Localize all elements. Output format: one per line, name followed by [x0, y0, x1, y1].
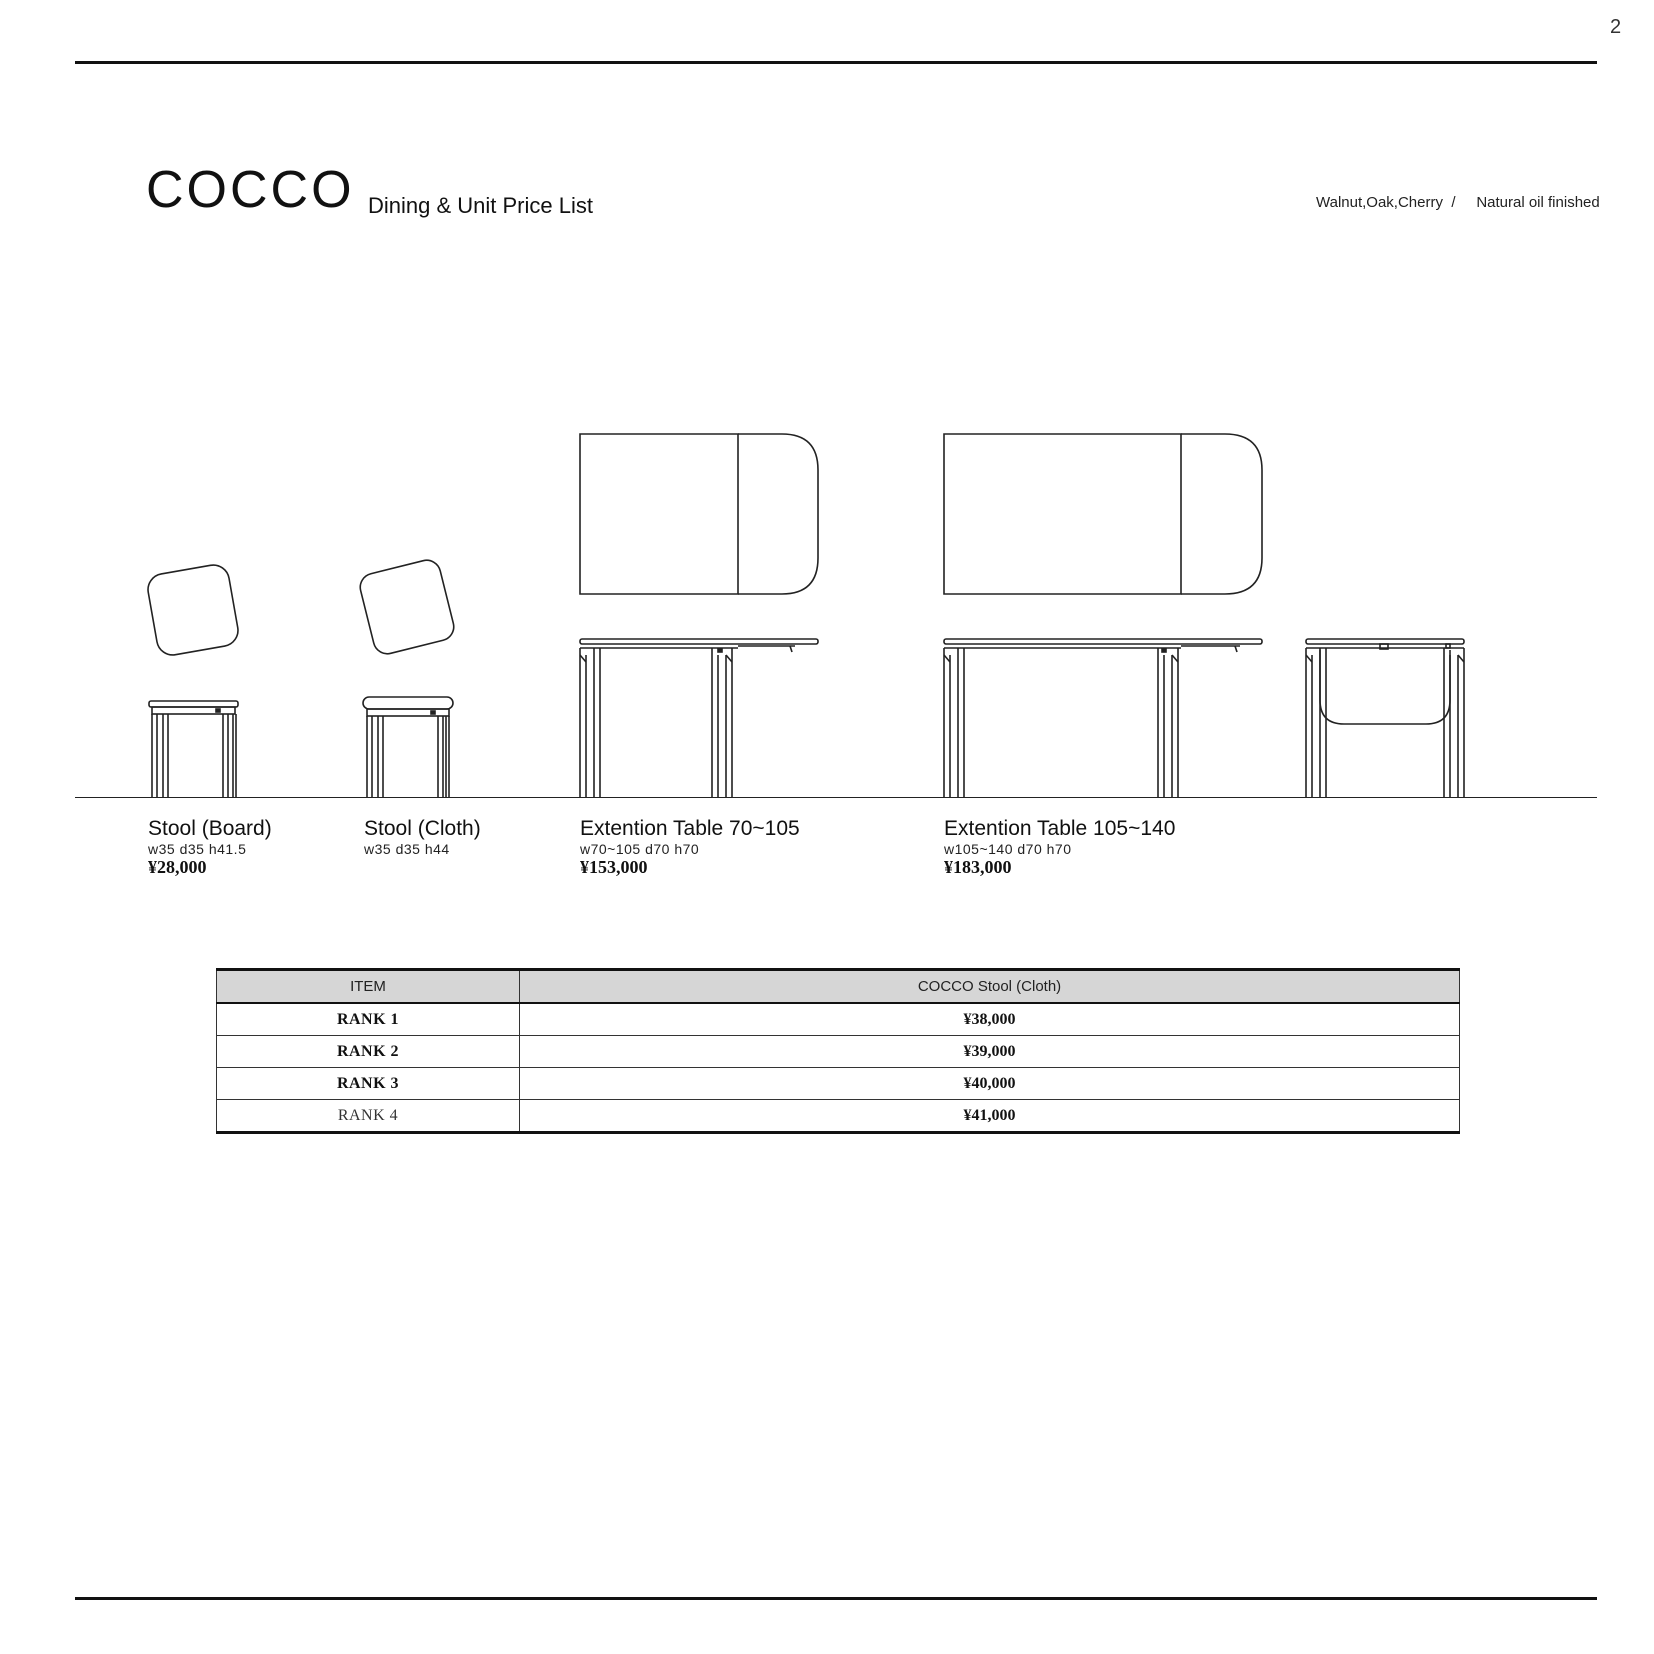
table-70-elevation-drawing — [580, 639, 818, 797]
table-105-plan-drawing — [944, 434, 1262, 594]
price-cell: ¥39,000 — [520, 1036, 1460, 1068]
brand-logo: COCCO — [146, 161, 355, 219]
bottom-rule — [75, 1597, 1597, 1600]
product-price: ¥153,000 — [580, 857, 648, 877]
product-price: ¥28,000 — [148, 857, 207, 877]
product-extension-table-70 — [580, 817, 800, 878]
table-105-elevation-drawing — [944, 639, 1262, 797]
price-cell: ¥38,000 — [520, 1003, 1460, 1036]
table-side-elevation-drawing — [1306, 639, 1464, 797]
stool-board-elevation-drawing — [149, 701, 238, 797]
finish-note: Walnut,Oak,Cherry / Natural oil finished — [1316, 194, 1600, 211]
table-70-plan-drawing — [580, 434, 818, 594]
price-cell: ¥41,000 — [520, 1100, 1460, 1133]
product-name: Stool (Cloth) — [364, 817, 481, 840]
rank-cell: RANK 3 — [217, 1068, 520, 1100]
product-price: ¥183,000 — [944, 857, 1012, 877]
product-dimensions: w70~105 d70 h70 — [580, 841, 700, 857]
product-name: Extention Table 70~105 — [580, 817, 800, 840]
table-row — [217, 1003, 1460, 1036]
product-name: Extention Table 105~140 — [944, 817, 1176, 840]
product-stool-cloth — [364, 817, 481, 857]
rank-cell: RANK 1 — [217, 1003, 520, 1036]
table-row — [217, 1036, 1460, 1068]
rank-cell: RANK 2 — [217, 1036, 520, 1068]
product-extension-table-105 — [944, 817, 1175, 878]
product-dimensions: w35 d35 h41.5 — [148, 841, 247, 857]
table-row — [217, 1068, 1460, 1100]
table-row — [217, 1100, 1460, 1133]
product-stool-board — [148, 817, 272, 878]
product-dimensions: w105~140 d70 h70 — [944, 841, 1072, 857]
floor-line — [75, 797, 1597, 798]
stool-cloth-elevation-drawing — [363, 697, 453, 797]
stool-board-plan-drawing — [146, 563, 241, 658]
price-cell: ¥40,000 — [520, 1068, 1460, 1100]
page-subtitle: Dining & Unit Price List — [368, 193, 593, 218]
column-header-item: ITEM — [217, 970, 520, 1004]
product-name: Stool (Board) — [148, 817, 272, 840]
table-header-row — [217, 970, 1460, 1004]
stool-cloth-plan-drawing — [357, 557, 456, 656]
price-table — [216, 968, 1460, 1134]
page-number: 2 — [1610, 16, 1622, 38]
rank-cell: RANK 4 — [217, 1100, 520, 1133]
column-header-product: COCCO Stool (Cloth) — [520, 970, 1460, 1004]
product-dimensions: w35 d35 h44 — [364, 841, 450, 857]
